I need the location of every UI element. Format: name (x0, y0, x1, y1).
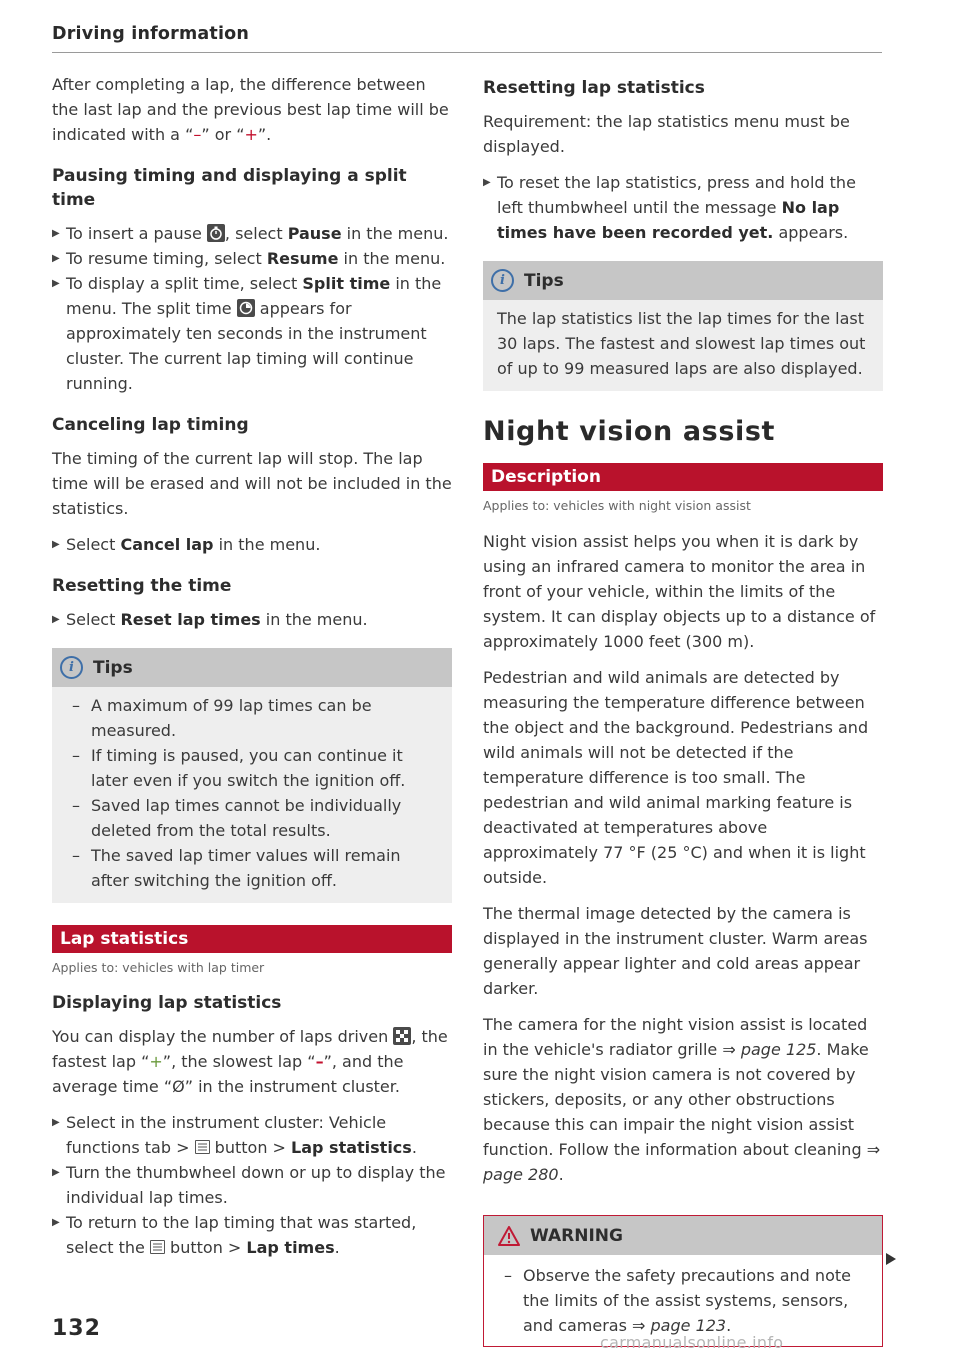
intro-paragraph: After completing a lap, the difference between the last lap and the previous best lap time will be indicated with a “–” or “+”. (52, 75, 449, 144)
tips-header (483, 261, 883, 300)
menu-list-icon (150, 1240, 165, 1254)
left-column (52, 72, 452, 1271)
step-resume: ▶ To resume timing, select Resume in the menu. (52, 246, 452, 271)
warning-header (484, 1216, 882, 1255)
tips-body (52, 687, 452, 903)
lap-statistics-applies-to: Applies to: vehicles with lap timer (52, 960, 265, 975)
split-time-icon (237, 299, 255, 317)
warning-box (483, 1215, 883, 1347)
canceling-text: The timing of the current lap will stop. The lap time will be erased and will not be included in the statistics. (52, 449, 452, 518)
running-header (52, 24, 882, 53)
lap-statistics-steps (52, 1110, 452, 1260)
night-vision-paragraph: The camera for the night vision assist is located in the vehicle's radiator grille ⇒ page 125. Make sure the night vision camera is not covered by stickers, deposits, or any other obstructions because this can impair the night vision assist function. Follow the information about cleaning ⇒ page 280. (483, 1015, 881, 1184)
pausing-heading: Pausing timing and displaying a split time (52, 166, 407, 210)
menu-list-icon (195, 1140, 210, 1154)
reset-statistics-steps (483, 170, 883, 245)
step-turn-thumbwheel: ▶ Turn the thumbwheel down or up to display the individual lap times. (52, 1160, 452, 1210)
tips-header (52, 648, 452, 687)
continued-arrow-icon (886, 1253, 896, 1265)
right-column (483, 72, 883, 1347)
info-icon: i (60, 656, 83, 679)
tip-item: – If timing is paused, you can continue it later even if you switch the ignition off. (64, 743, 440, 793)
warning-list (496, 1263, 870, 1338)
night-vision-paragraph: The thermal image detected by the camera is displayed in the instrument cluster. Warm areas generally appear lighter and cold areas appear darker. (483, 904, 868, 998)
resetting-lap-statistics-heading: Resetting lap statistics (483, 78, 705, 98)
tip-text: The lap statistics list the lap times for the last 30 laps. The fastest and slowest lap times out of up to 99 measured laps are also displayed. (497, 309, 866, 378)
warning-triangle-icon (498, 1226, 520, 1246)
pausing-steps (52, 221, 452, 396)
description-section-bar: Description (483, 463, 883, 491)
info-icon: i (491, 269, 514, 292)
tip-item: – The saved lap timer values will remain after switching the ignition off. (64, 843, 440, 893)
tip-item: – A maximum of 99 lap times can be measured. (64, 693, 440, 743)
tip-item: – Saved lap times cannot be individually deleted from the total results. (64, 793, 440, 843)
page-number: 132 (52, 1316, 101, 1341)
tips-body (483, 300, 883, 391)
step-insert-pause: ▶ To insert a pause , select Pause in the menu. (52, 221, 452, 246)
laps-driven-icon (393, 1027, 411, 1045)
canceling-heading: Canceling lap timing (52, 415, 249, 435)
tips-label: Tips (524, 270, 564, 291)
step-cancel-lap: ▶ Select Cancel lap in the menu. (52, 532, 452, 557)
night-vision-paragraph: Pedestrian and wild animals are detected by measuring the temperature difference between the object and the background. Pedestrians and wild animals will not be detected if the temperature difference is too small. The pedestrian and wild animal marking feature is deactivated at temperatures above approximately 77 °F (25 °C) and when it is light outside. (483, 668, 869, 887)
tips-box-left (52, 648, 452, 903)
lap-statistics-section-bar: Lap statistics (52, 925, 452, 953)
resetting-time-heading: Resetting the time (52, 576, 232, 596)
tips-list (64, 693, 440, 893)
warning-label: WARNING (530, 1225, 623, 1246)
page-reference-link[interactable]: ⇒ page 280 (483, 1140, 881, 1184)
header-title: Driving information (52, 24, 250, 44)
requirement-text: Requirement: the lap statistics menu must be displayed. (483, 112, 850, 156)
night-vision-applies-to: Applies to: vehicles with night vision assist (483, 498, 751, 513)
page-reference-link[interactable]: ⇒ page 125 (722, 1040, 817, 1059)
lap-statistics-paragraph: You can display the number of laps driven , the fastest lap “+”, the slowest lap “–”, and the average time “Ø” in the instrument cluster. (52, 1027, 448, 1096)
tips-box-right (483, 261, 883, 391)
step-return-lap-times: ▶ To return to the lap timing that was started, select the button > Lap times. (52, 1210, 452, 1260)
night-vision-title: Night vision assist (483, 416, 776, 447)
page-reference-link[interactable]: ⇒ page 123 (632, 1316, 727, 1335)
canceling-steps (52, 532, 452, 557)
tips-label: Tips (93, 657, 133, 678)
step-reset-statistics: ▶ To reset the lap statistics, press and hold the left thumbwheel until the message No lap times have been recorded yet. appears. (483, 170, 883, 245)
step-select-lap-statistics: ▶ Select in the instrument cluster: Vehicle functions tab > button > Lap statistics. (52, 1110, 452, 1160)
displaying-lap-statistics-heading: Displaying lap statistics (52, 993, 282, 1013)
step-split-time: ▶ To display a split time, select Split time in the menu. The split time appears for approximately ten seconds in the instrument cluster. The current lap timing will continue running. (52, 271, 452, 396)
resetting-steps (52, 607, 452, 632)
night-vision-paragraph: Night vision assist helps you when it is dark by using an infrared camera to monitor the area in front of your vehicle, within the limits of the system. It can display objects up to a distance of approximately 1000 feet (300 m). (483, 532, 876, 651)
step-reset-lap-times: ▶ Select Reset lap times in the menu. (52, 607, 452, 632)
stopwatch-pause-icon (207, 224, 225, 242)
warning-item: – Observe the safety precautions and note the limits of the assist systems, sensors, and cameras ⇒ page 123. (496, 1263, 870, 1338)
watermark: carmanualsonline.info (600, 1333, 784, 1352)
